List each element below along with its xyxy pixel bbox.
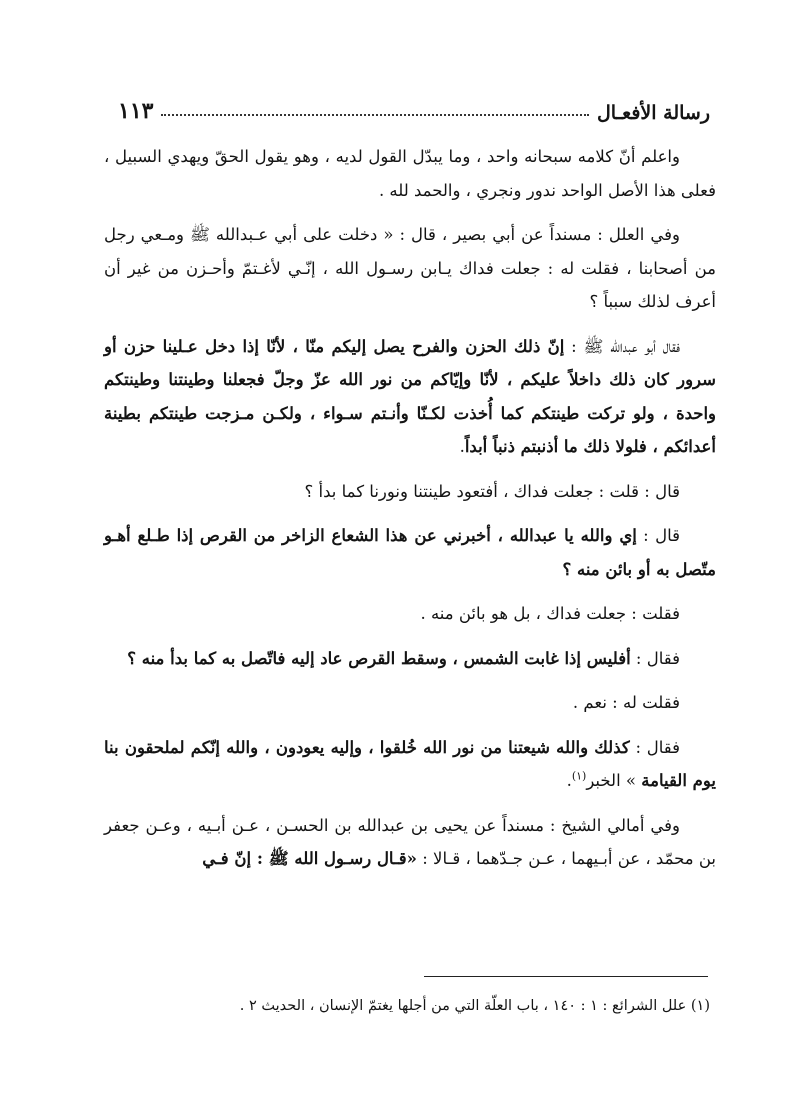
paragraph-1-text: واعلم أنّ كلامه سبحانه واحد ، وما يبدّل القول لديه ، وهو يقول الحقّ ويهدي السبيل ، فعلى هذا الأصل الواحد ندور ونجري ، والحمد لله . <box>104 147 716 200</box>
paragraph-5-quote: إي والله يا عبدالله ، أخبرني عن هذا الشعاع الزاخر من القرص إذا طـلع أهـو متّصل به أو بائن منه ؟ <box>104 526 716 579</box>
paragraph-2-text: وفي العلل : مسنداً عن أبي بصير ، قال : « دخلت على أبي عـبدالله ﷺ ومـعي رجل من أصحابنا ، فقلت له : جعلت فداك يـابن رسـول الله ، إنّـي لأغـتمّ وأحـزن من غير أن أعرف لذلك سبباً ؟ <box>104 225 716 311</box>
paragraph-9-quote: كذلك والله شيعتنا من نور الله خُلقوا ، وإليه يعودون ، والله إنّكم لملحقون بنا يوم القيامة <box>104 737 716 790</box>
paragraph-7-quote: أفليس إذا غابت الشمس ، وسقط القرص عاد إليه فاتّصل به كما بدأ منه ؟ <box>127 648 631 668</box>
paragraph-9-final: . <box>566 771 572 790</box>
paragraph-9 <box>104 731 716 798</box>
paragraph-8-text: فقلت له : نعم . <box>572 693 680 712</box>
paragraph-4-text: قال : قلت : جعلت فداك ، أفتعود طينتنا ونورنا كما بدأ ؟ <box>304 481 680 501</box>
paragraph-2 <box>104 218 716 319</box>
dotted-leader <box>161 114 589 116</box>
paragraph-3 <box>104 330 716 464</box>
paragraph-1 <box>104 140 716 207</box>
paragraph-10 <box>104 809 716 876</box>
paragraph-9-end: » الخبر <box>586 771 642 790</box>
paragraph-7 <box>104 642 716 676</box>
footnote-text: (١) علل الشرائع : ١ : ١٤٠ ، باب العلّة التي من أجلها يغتمّ الإنسان ، الحديث ٢ . <box>239 998 710 1014</box>
chapter-title: رسالة الأفعـال <box>597 102 710 124</box>
running-header <box>118 92 710 124</box>
paragraph-3-end: . <box>459 437 465 456</box>
footnote-reference[interactable]: (١) <box>571 769 587 783</box>
page-number: ١١٣ <box>118 98 154 124</box>
paragraph-4 <box>104 475 716 509</box>
paragraph-7-intro: فقال : <box>630 648 680 668</box>
paragraph-6-text: فقلت : جعلت فداك ، بل هو بائن منه . <box>420 604 680 623</box>
main-text <box>104 140 716 887</box>
paragraph-3-intro: فقال أبو عبدالله ﷺ : <box>564 336 680 356</box>
paragraph-10-text: وفي أمالي الشيخ : مسنداً عن يحيى بن عبدالله بن الحسـن ، عـن أبـيه ، وعـن جعفر بن محمّد ، عن أبـيهما ، عـن جـدّهما ، قـالا : <box>104 815 716 868</box>
paragraph-9-intro: فقال : <box>629 737 680 757</box>
paragraph-10-quote: «قـال رسـول الله ﷺ : إنّ فـي <box>202 849 417 868</box>
paragraph-8 <box>104 686 716 720</box>
paragraph-3-quote: إنّ ذلك الحزن والفرح يصل إليكم منّا ، لأنّا إذا دخل عـلينا حزن أو سرور كان ذلك داخلاً عليكم ، لأنّا وإيّاكم من نور الله عزّ وجلّ فجعلنا وطينتنا وطينتكم واحدة ، ولو تركت طينتكم كما أُخذت لكـنّا وأنـتم سـواء ، ولكـن مـزجت طينتكم بطينة أعدائكم ، فلولا ذلك ما أذنبتم ذنباً أبداً <box>104 336 716 456</box>
footnote <box>104 994 710 1018</box>
paragraph-5-intro: قال : <box>636 526 681 545</box>
paragraph-6 <box>104 597 716 631</box>
paragraph-5 <box>104 519 716 586</box>
footnote-separator <box>424 976 708 977</box>
